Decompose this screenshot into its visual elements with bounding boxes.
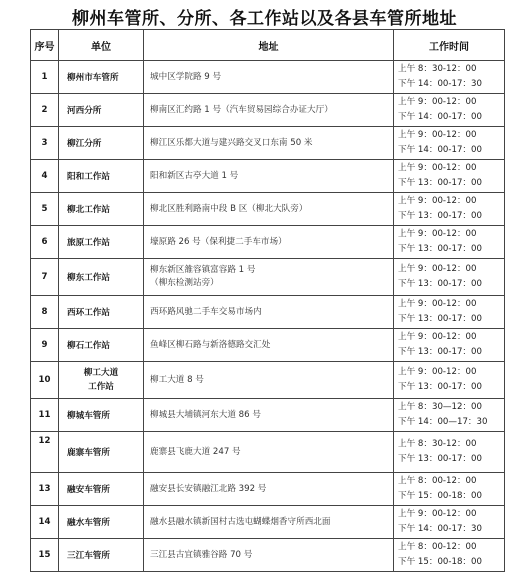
unit-name: 河西分所	[59, 94, 144, 127]
work-time-pm: 下午 13：00-17：00	[398, 347, 482, 357]
table-row	[31, 259, 505, 296]
address-line: 西环路风驰二手车交易市场内	[150, 306, 262, 317]
work-time-am: 上午 8：00-12：00	[398, 542, 477, 552]
address-cell	[144, 226, 394, 259]
table-row	[31, 399, 505, 432]
header-time: 工作时间	[394, 30, 505, 61]
work-time-cell	[394, 94, 505, 127]
work-time-am: 上午 9：00-12：00	[398, 332, 477, 342]
table-row	[31, 94, 505, 127]
table-row	[31, 506, 505, 539]
work-time-cell	[394, 473, 505, 506]
address-line: 鹿寨县飞鹿大道 247 号	[150, 446, 241, 457]
address-cell	[144, 539, 394, 572]
address-cell	[144, 506, 394, 539]
unit-name-line: 工作站	[88, 382, 114, 392]
unit-name: 柳石工作站	[59, 329, 144, 362]
unit-name-line: 柳工大道	[83, 368, 119, 378]
address-cell	[144, 296, 394, 329]
unit-name	[59, 362, 144, 399]
work-time-am: 上午 9：00-12：00	[398, 367, 477, 377]
work-time-pm: 下午 14：00-17：30	[398, 79, 482, 89]
row-number: 5	[31, 193, 59, 226]
address-cell	[144, 193, 394, 226]
address-line: 鱼峰区柳石路与新洛德路交汇处	[150, 339, 271, 350]
unit-name: 融安车管所	[59, 473, 144, 506]
table-row	[31, 432, 505, 473]
row-number: 3	[31, 127, 59, 160]
table-row	[31, 127, 505, 160]
address-line: 壕原路 26 号（保利捷二手车市场）	[150, 236, 287, 247]
work-time-pm: 下午 15：00-18：00	[398, 557, 482, 567]
header-unit: 单位	[59, 30, 144, 61]
unit-name: 旅原工作站	[59, 226, 144, 259]
address-line: 柳江区乐都大道与建兴路交叉口东南 50 米	[150, 137, 313, 148]
row-number: 11	[31, 399, 59, 432]
row-number: 2	[31, 94, 59, 127]
address-cell	[144, 127, 394, 160]
work-time-am: 上午 9：00-12：00	[398, 196, 477, 206]
work-time-cell	[394, 362, 505, 399]
work-time-pm: 下午 15：00-18：00	[398, 491, 482, 501]
address-cell	[144, 94, 394, 127]
work-time-pm: 下午 14：00—17：30	[398, 417, 488, 427]
unit-name: 阳和工作站	[59, 160, 144, 193]
work-time-pm: 下午 13：00-17：00	[398, 244, 482, 254]
work-time-am: 上午 8：30-12：00	[398, 64, 477, 74]
address-table	[30, 29, 505, 572]
work-time-pm: 下午 14：00-17：00	[398, 145, 482, 155]
work-time-pm: 下午 13：00-17：00	[398, 211, 482, 221]
work-time-cell	[394, 399, 505, 432]
unit-name: 融水车管所	[59, 506, 144, 539]
table-row	[31, 160, 505, 193]
row-number: 4	[31, 160, 59, 193]
work-time-pm: 下午 13：00-17：00	[398, 454, 482, 464]
work-time-am: 上午 8：00-12：00	[398, 476, 477, 486]
header-address: 地址	[144, 30, 394, 61]
work-time-pm: 下午 13：00-17：00	[398, 178, 482, 188]
address-cell	[144, 473, 394, 506]
address-line: 柳东新区雒容镇富容路 1 号	[150, 265, 256, 275]
work-time-am: 上午 9：00-12：00	[398, 229, 477, 239]
work-time-pm: 下午 14：00-17：30	[398, 524, 482, 534]
address-cell	[144, 160, 394, 193]
table-row	[31, 539, 505, 572]
work-time-cell	[394, 329, 505, 362]
table-body	[31, 61, 505, 572]
work-time-cell	[394, 160, 505, 193]
work-time-am: 上午 9：00-12：00	[398, 130, 477, 140]
table-row	[31, 329, 505, 362]
address-line: 融安县长安镇融江北路 392 号	[150, 483, 267, 494]
table-header-row	[31, 30, 505, 61]
address-cell	[144, 61, 394, 94]
row-number: 7	[31, 259, 59, 296]
unit-name: 柳东工作站	[59, 259, 144, 296]
work-time-cell	[394, 226, 505, 259]
work-time-am: 上午 9：00-12：00	[398, 163, 477, 173]
address-cell	[144, 259, 394, 296]
unit-name: 三江车管所	[59, 539, 144, 572]
work-time-cell	[394, 432, 505, 473]
address-line: 三江县古宜镇雅谷路 70 号	[150, 549, 253, 560]
work-time-am: 上午 8：30—12：00	[398, 402, 482, 412]
table-row	[31, 296, 505, 329]
work-time-am: 上午 8：30-12：00	[398, 439, 477, 449]
work-time-am: 上午 9：00-12：00	[398, 509, 477, 519]
page-title: 柳州车管所、分所、各工作站以及各县车管所地址	[72, 9, 457, 29]
work-time-cell	[394, 296, 505, 329]
work-time-am: 上午 9：00-12：00	[398, 299, 477, 309]
row-number: 9	[31, 329, 59, 362]
address-line: 柳城县大埔镇河东大道 86 号	[150, 409, 261, 420]
row-number: 12	[31, 432, 59, 473]
row-number: 8	[31, 296, 59, 329]
table-row	[31, 193, 505, 226]
address-line: 融水县融水镇新国村古选屯蝴蝶烟香守所西北面	[150, 516, 331, 527]
work-time-cell	[394, 259, 505, 296]
address-line: 柳工大道 8 号	[150, 374, 204, 385]
work-time-am: 上午 9：00-12：00	[398, 264, 477, 274]
unit-name: 柳北工作站	[59, 193, 144, 226]
address-cell	[144, 432, 394, 473]
work-time-am: 上午 9：00-12：00	[398, 97, 477, 107]
address-line: 柳北区胜利路南中段 B 区（柳北大队旁）	[150, 203, 308, 214]
row-number: 15	[31, 539, 59, 572]
address-line: 阳和新区古亭大道 1 号	[150, 170, 239, 181]
address-line: 城中区学院路 9 号	[150, 71, 222, 82]
address-line: （柳东检测站旁）	[150, 278, 219, 288]
work-time-cell	[394, 539, 505, 572]
work-time-pm: 下午 13：00-17：00	[398, 314, 482, 324]
address-cell	[144, 399, 394, 432]
row-number: 14	[31, 506, 59, 539]
row-number: 6	[31, 226, 59, 259]
unit-name: 鹿寨车管所	[59, 432, 144, 473]
table-row	[31, 226, 505, 259]
unit-name: 西环工作站	[59, 296, 144, 329]
row-number: 1	[31, 61, 59, 94]
row-number: 13	[31, 473, 59, 506]
work-time-cell	[394, 61, 505, 94]
address-line: 柳南区汇约路 1 号（汽车贸易园综合办证大厅）	[150, 104, 333, 115]
table-row	[31, 61, 505, 94]
row-number: 10	[31, 362, 59, 399]
address-cell	[144, 329, 394, 362]
work-time-pm: 下午 14：00-17：00	[398, 112, 482, 122]
work-time-cell	[394, 193, 505, 226]
header-no: 序号	[31, 30, 59, 61]
work-time-pm: 下午 13：00-17：00	[398, 279, 482, 289]
unit-name: 柳城车管所	[59, 399, 144, 432]
unit-name: 柳江分所	[59, 127, 144, 160]
table-row	[31, 473, 505, 506]
table-row	[31, 362, 505, 399]
work-time-cell	[394, 506, 505, 539]
work-time-cell	[394, 127, 505, 160]
work-time-pm: 下午 13：00-17：00	[398, 382, 482, 392]
address-cell	[144, 362, 394, 399]
unit-name: 柳州市车管所	[59, 61, 144, 94]
